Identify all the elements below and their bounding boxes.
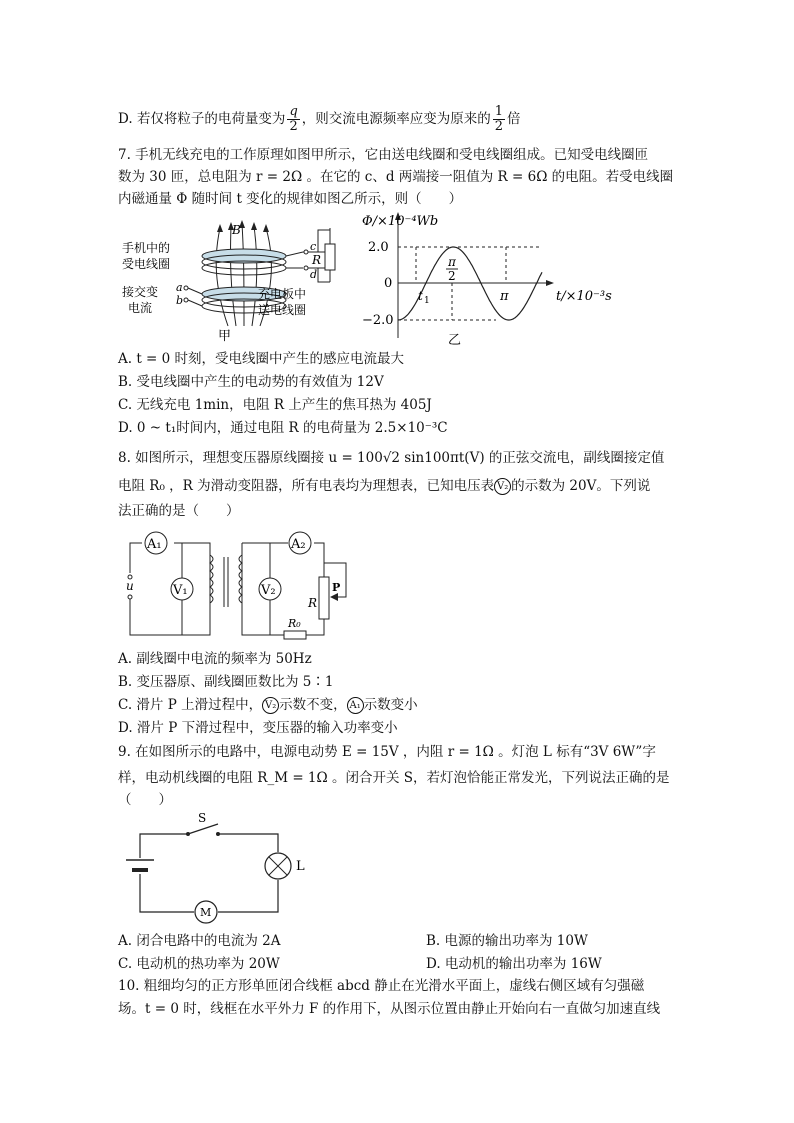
svg-text:u: u [126, 579, 134, 593]
svg-text:c: c [310, 240, 317, 253]
svg-text:π: π [500, 289, 509, 304]
svg-text:充电板中: 充电板中 [258, 287, 307, 301]
svg-text:R₀: R₀ [288, 617, 301, 630]
q9-option-d: D. 电动机的输出功率为 16W [426, 956, 602, 972]
q7-option-b: B. 受电线圈中产生的电动势的有效值为 12V [118, 374, 384, 390]
svg-text:S: S [198, 811, 207, 825]
svg-text:π: π [448, 255, 456, 269]
q8-stem-line-1: 8. 如图所示，理想变压器原线圈接 u = 100√2 sin100πt(V) 的正弦交流电，副线圈接定值 [118, 450, 665, 466]
svg-text:接交变: 接交变 [122, 285, 159, 299]
caption-jia: 甲 [218, 329, 232, 344]
svg-text:−2.0: −2.0 [362, 313, 394, 328]
option-label: D. [118, 111, 133, 127]
figure-q8-transformer-circuit [118, 527, 358, 645]
q10-stem-line-1: 10. 粗细均匀的正方形单匝闭合线框 abcd 静止在光滑水平面上，虚线右侧区域有匀强磁 [118, 978, 645, 994]
svg-text:0: 0 [384, 276, 393, 291]
field-line [252, 226, 257, 326]
svg-text:电流: 电流 [128, 301, 153, 315]
q9-stem-line-3: （ ） [118, 792, 172, 808]
svg-text:d: d [310, 268, 318, 281]
figure-yi-flux-graph [360, 208, 620, 348]
voltmeter-v2-symbol: V₂ [494, 478, 511, 495]
fraction-q-over-2: $\frac{q}{2}$ [289, 104, 298, 134]
figure-q9-circuit [118, 812, 318, 928]
q7-option-a: A. t = 0 时刻，受电线圈中产生的感应电流最大 [118, 351, 405, 367]
ammeter-a1-symbol: A₁ [347, 697, 364, 714]
svg-text:R: R [312, 253, 322, 267]
svg-text:V₁: V₁ [173, 583, 188, 598]
voltmeter-v2-symbol: V₂ [262, 697, 279, 714]
q7-stem-line-3: 内磁通量 Φ 随时间 t 变化的规律如图乙所示，则（ ） [118, 191, 463, 207]
q9-option-a: A. 闭合电路中的电流为 2A [118, 933, 281, 949]
svg-text:R: R [308, 596, 318, 610]
q7-option-c: C. 无线充电 1min，电阻 R 上产生的焦耳热为 405J [118, 397, 432, 413]
field-line [231, 226, 236, 326]
label-b: B [232, 223, 241, 237]
q9-option-c: C. 电动机的热功率为 20W [118, 956, 280, 972]
figure-jia-wireless-charging [118, 216, 358, 346]
svg-text:t: t [418, 289, 423, 303]
svg-text:L: L [296, 859, 305, 874]
q6-option-d: D. 若仅将粒子的电荷量变为 $\frac{q}{2}$ ，则交流电源频率应变为原来的 $\frac{1}{2}$ 倍 [118, 104, 521, 134]
resistor-r0 [284, 631, 306, 639]
svg-text:1: 1 [424, 296, 430, 306]
svg-text:A₂: A₂ [291, 537, 306, 552]
svg-text:V₂: V₂ [261, 583, 276, 598]
q7-stem-line-1: 7. 手机无线充电的工作原理如图甲所示，它由送电线圈和受电线圈组成。已知受电线圈匝 [118, 147, 649, 163]
slider-p [330, 593, 338, 601]
q8-stem-line-3: 法正确的是（ ） [118, 503, 240, 519]
svg-text:手机中的: 手机中的 [122, 241, 171, 255]
svg-text:A₁: A₁ [147, 537, 162, 552]
svg-text:受电线圈: 受电线圈 [122, 257, 171, 271]
svg-text:P: P [332, 581, 341, 594]
q8-option-a: A. 副线圈中电流的频率为 50Hz [118, 651, 312, 667]
q8-option-c: C. 滑片 P 上滑过程中， V₂ 示数不变， A₁ 示数变小 [118, 697, 418, 713]
svg-text:b: b [176, 294, 184, 307]
rheostat-r [319, 577, 329, 619]
q9-stem-line-1: 9. 在如图所示的电路中，电源电动势 E = 15V ，内阻 r = 1Ω 。灯泡 L 标有“3V 6W”字 [118, 744, 656, 760]
q8-stem-line-2: 电阻 R₀ ，R 为滑动变阻器，所有电表均为理想表，已知电压表 V₂ 的示数为 20V。下列说 [118, 478, 651, 494]
svg-text:送电线圈: 送电线圈 [258, 303, 307, 317]
svg-text:2.0: 2.0 [368, 240, 389, 255]
svg-text:t/×10⁻³s: t/×10⁻³s [556, 289, 612, 304]
q9-stem-line-2: 样，电动机线圈的电阻 R_M = 1Ω 。闭合开关 S，若灯泡恰能正常发光，下列说法正确的是 [118, 770, 670, 786]
svg-text:a: a [176, 281, 183, 294]
q10-stem-line-2: 场。t = 0 时，线框在水平外力 F 的作用下，从图示位置由静止开始向右一直做匀加速直线 [118, 1001, 661, 1017]
caption-yi: 乙 [448, 333, 462, 348]
svg-text:M: M [200, 906, 212, 919]
q7-option-d: D. 0 ~ t₁时间内，通过电阻 R 的电荷量为 2.5×10⁻³C [118, 420, 448, 436]
q9-option-b: B. 电源的输出功率为 10W [426, 933, 588, 949]
y-axis-label: Φ/×10⁻⁴Wb [362, 214, 439, 229]
fraction-one-half: $\frac{1}{2}$ [494, 104, 504, 134]
q7-stem-line-2: 数为 30 匝，总电阻为 r = 2Ω 。在它的 c、d 两端接一阻值为 R = 6Ω 的电阻。若受电线圈 [118, 169, 674, 185]
svg-text:2: 2 [448, 269, 456, 283]
resistor-r [325, 244, 335, 270]
q8-option-d: D. 滑片 P 下滑过程中，变压器的输入功率变小 [118, 720, 398, 736]
q8-option-b: B. 变压器原、副线圈匝数比为 5∶1 [118, 674, 334, 690]
